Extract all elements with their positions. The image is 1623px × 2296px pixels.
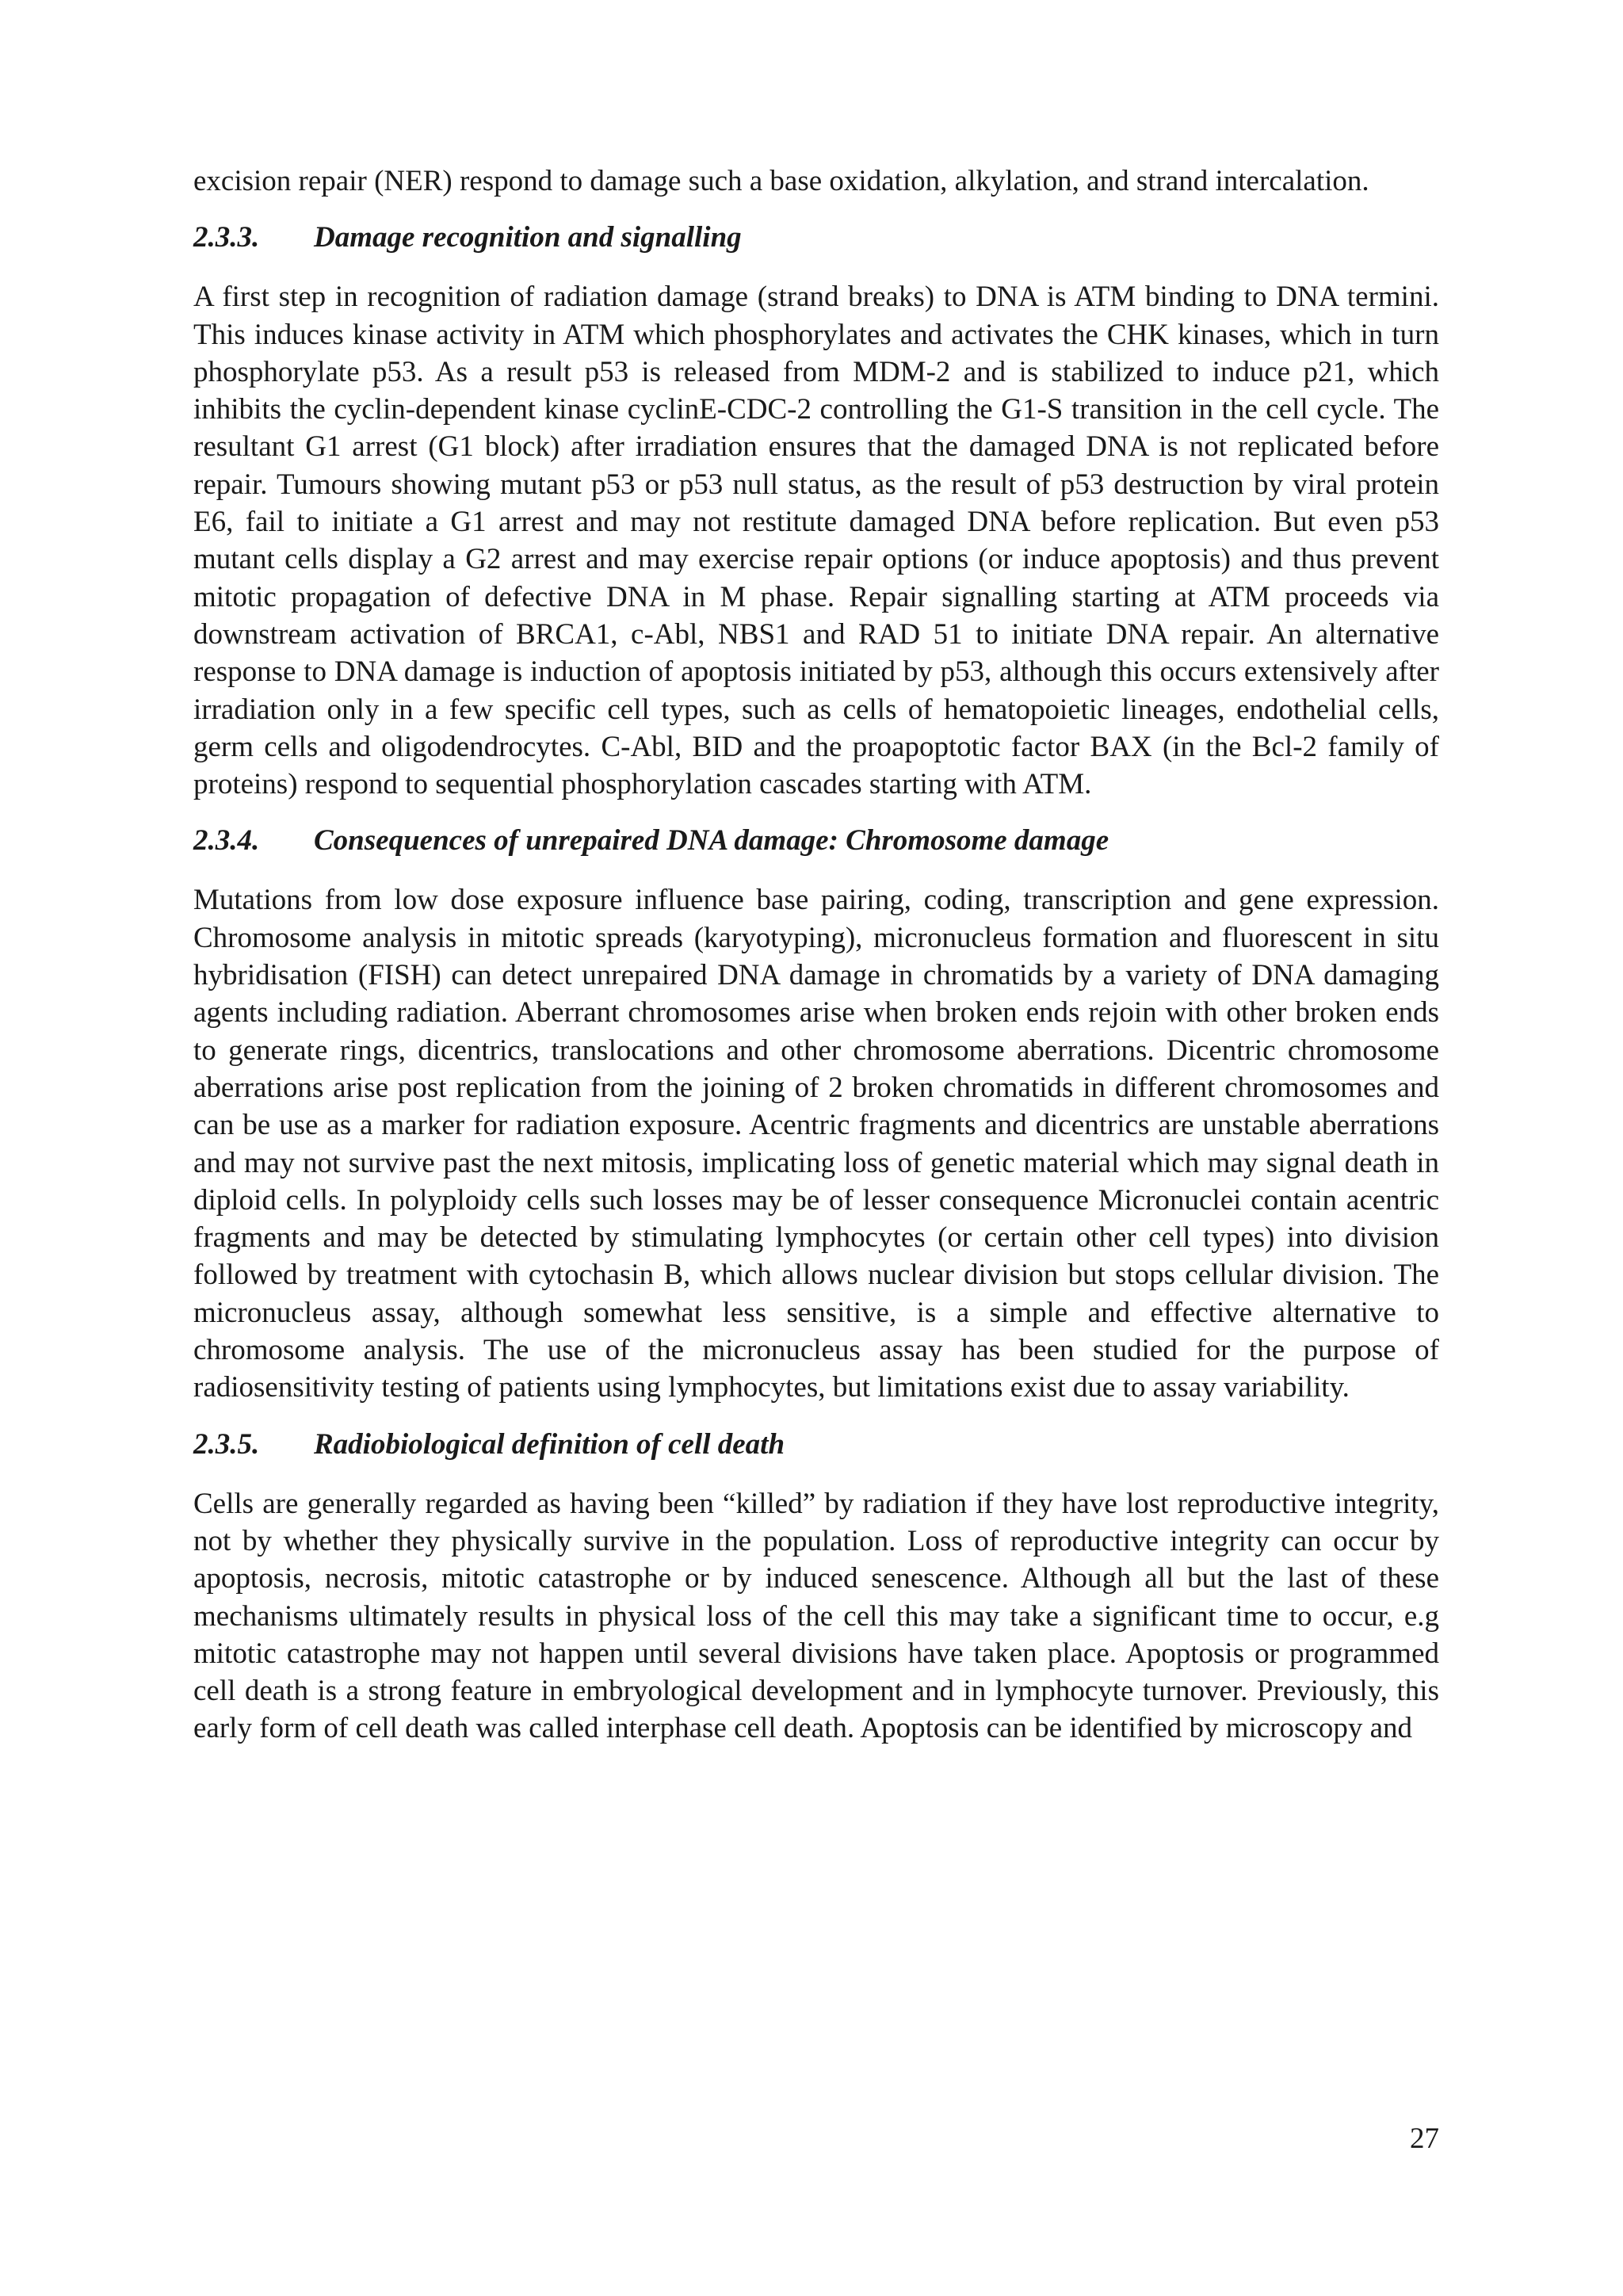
page-body bbox=[193, 162, 1439, 1748]
section-heading-2-3-3 bbox=[193, 219, 1439, 256]
section-number: 2.3.3. bbox=[193, 221, 260, 254]
paragraph-chromosome-damage: Mutations from low dose exposure influence base pairing, coding, transcription and gene expression. Chromosome analysis in mitotic spreads (karyotyping), micronucleus formation and fluorescent in situ hybridisation (FISH) can detect unrepaired DNA damage in chromatids by a variety of DNA damaging agents including radiation. Aberrant chromosomes arise when broken ends rejoin with other broken ends to generate rings, dicentrics, translocations and other chromosome aberrations. Dicentric chromosome aberrations arise post replication from the joining of 2 broken chromatids in different chromosomes and can be use as a marker for radiation exposure. Acentric fragments and dicentrics are unstable aberrations and may not survive past the next mitosis, implicating loss of genetic material which may signal death in diploid cells. In polyploidy cells such losses may be of lesser consequence Micronuclei contain acentric fragments and may be detected by stimulating lymphocytes (or certain other cell types) into division followed by treatment with cytochasin B, which allows nuclear division but stops cellular division. The micronucleus assay, although somewhat less sensitive, is a simple and effective alternative to chromosome analysis. The use of the micronucleus assay has been studied for the purpose of radiosensitivity testing of patients using lymphocytes, but limitations exist due to assay variability. bbox=[193, 884, 1439, 1404]
paragraph-damage-recognition: A first step in recognition of radiation damage (strand breaks) to DNA is ATM binding to DNA termini. This induces kinase activity in ATM which phosphorylates and activates the CHK kinases, which in turn phosphorylate p53. As a result p53 is released from MDM-2 and is stabilized to induce p21, which inhibits the cyclin-dependent kinase cyclinE-CDC-2 controlling the G1-S transition in the cell cycle. The resultant G1 arrest (G1 block) after irradiation ensures that the damaged DNA is not replicated before repair. Tumours showing mutant p53 or p53 null status, as the result of p53 destruction by viral protein E6, fail to initiate a G1 arrest and may not restitute damaged DNA before replication. But even p53 mutant cells display a G2 arrest and may exercise repair options (or induce apoptosis) and thus prevent mitotic propagation of defective DNA in M phase. Repair signalling starting at ATM proceeds via downstream activation of BRCA1, c-Abl, NBS1 and RAD 51 to initiate DNA repair. An alternative response to DNA damage is induction of apoptosis initiated by p53, although this occurs extensively after irradiation only in a few specific cell types, such as cells of hematopoietic lineages, endothelial cells, germ cells and oligodendrocytes. C-Abl, BID and the proapoptotic factor BAX (in the Bcl-2 family of proteins) respond to sequential phosphorylation cascades starting with ATM. bbox=[193, 281, 1439, 801]
section-number: 2.3.5. bbox=[193, 1427, 260, 1461]
section-title: Damage recognition and signalling bbox=[314, 221, 742, 254]
section-number: 2.3.4. bbox=[193, 824, 260, 858]
section-heading-2-3-4 bbox=[193, 822, 1439, 859]
paragraph-cell-death: Cells are generally regarded as having been “killed” by radiation if they have lost reproductive integrity, not by whether they physically survive in the population. Loss of reproductive integrity can occur by apoptosis, necrosis, mitotic catastrophe or by induced senescence. Although all but the last of these mechanisms ultimately results in physical loss of the cell this may take a significant time to occur, e.g mitotic catastrophe may not happen until several divisions have taken place. Apoptosis or programmed cell death is a strong feature in embryological development and in lymphocyte turnover. Previously, this early form of cell death was called interphase cell death. Apoptosis can be identified by microscopy and bbox=[193, 1487, 1439, 1745]
paragraph-ner-continuation: excision repair (NER) respond to damage such a base oxidation, alkylation, and strand intercalation. bbox=[193, 165, 1369, 197]
section-title: Radiobiological definition of cell death bbox=[314, 1427, 785, 1461]
page-number: 27 bbox=[1410, 2122, 1439, 2155]
section-heading-2-3-5 bbox=[193, 1426, 1439, 1463]
section-title: Consequences of unrepaired DNA damage: Chromosome damage bbox=[314, 824, 1109, 858]
